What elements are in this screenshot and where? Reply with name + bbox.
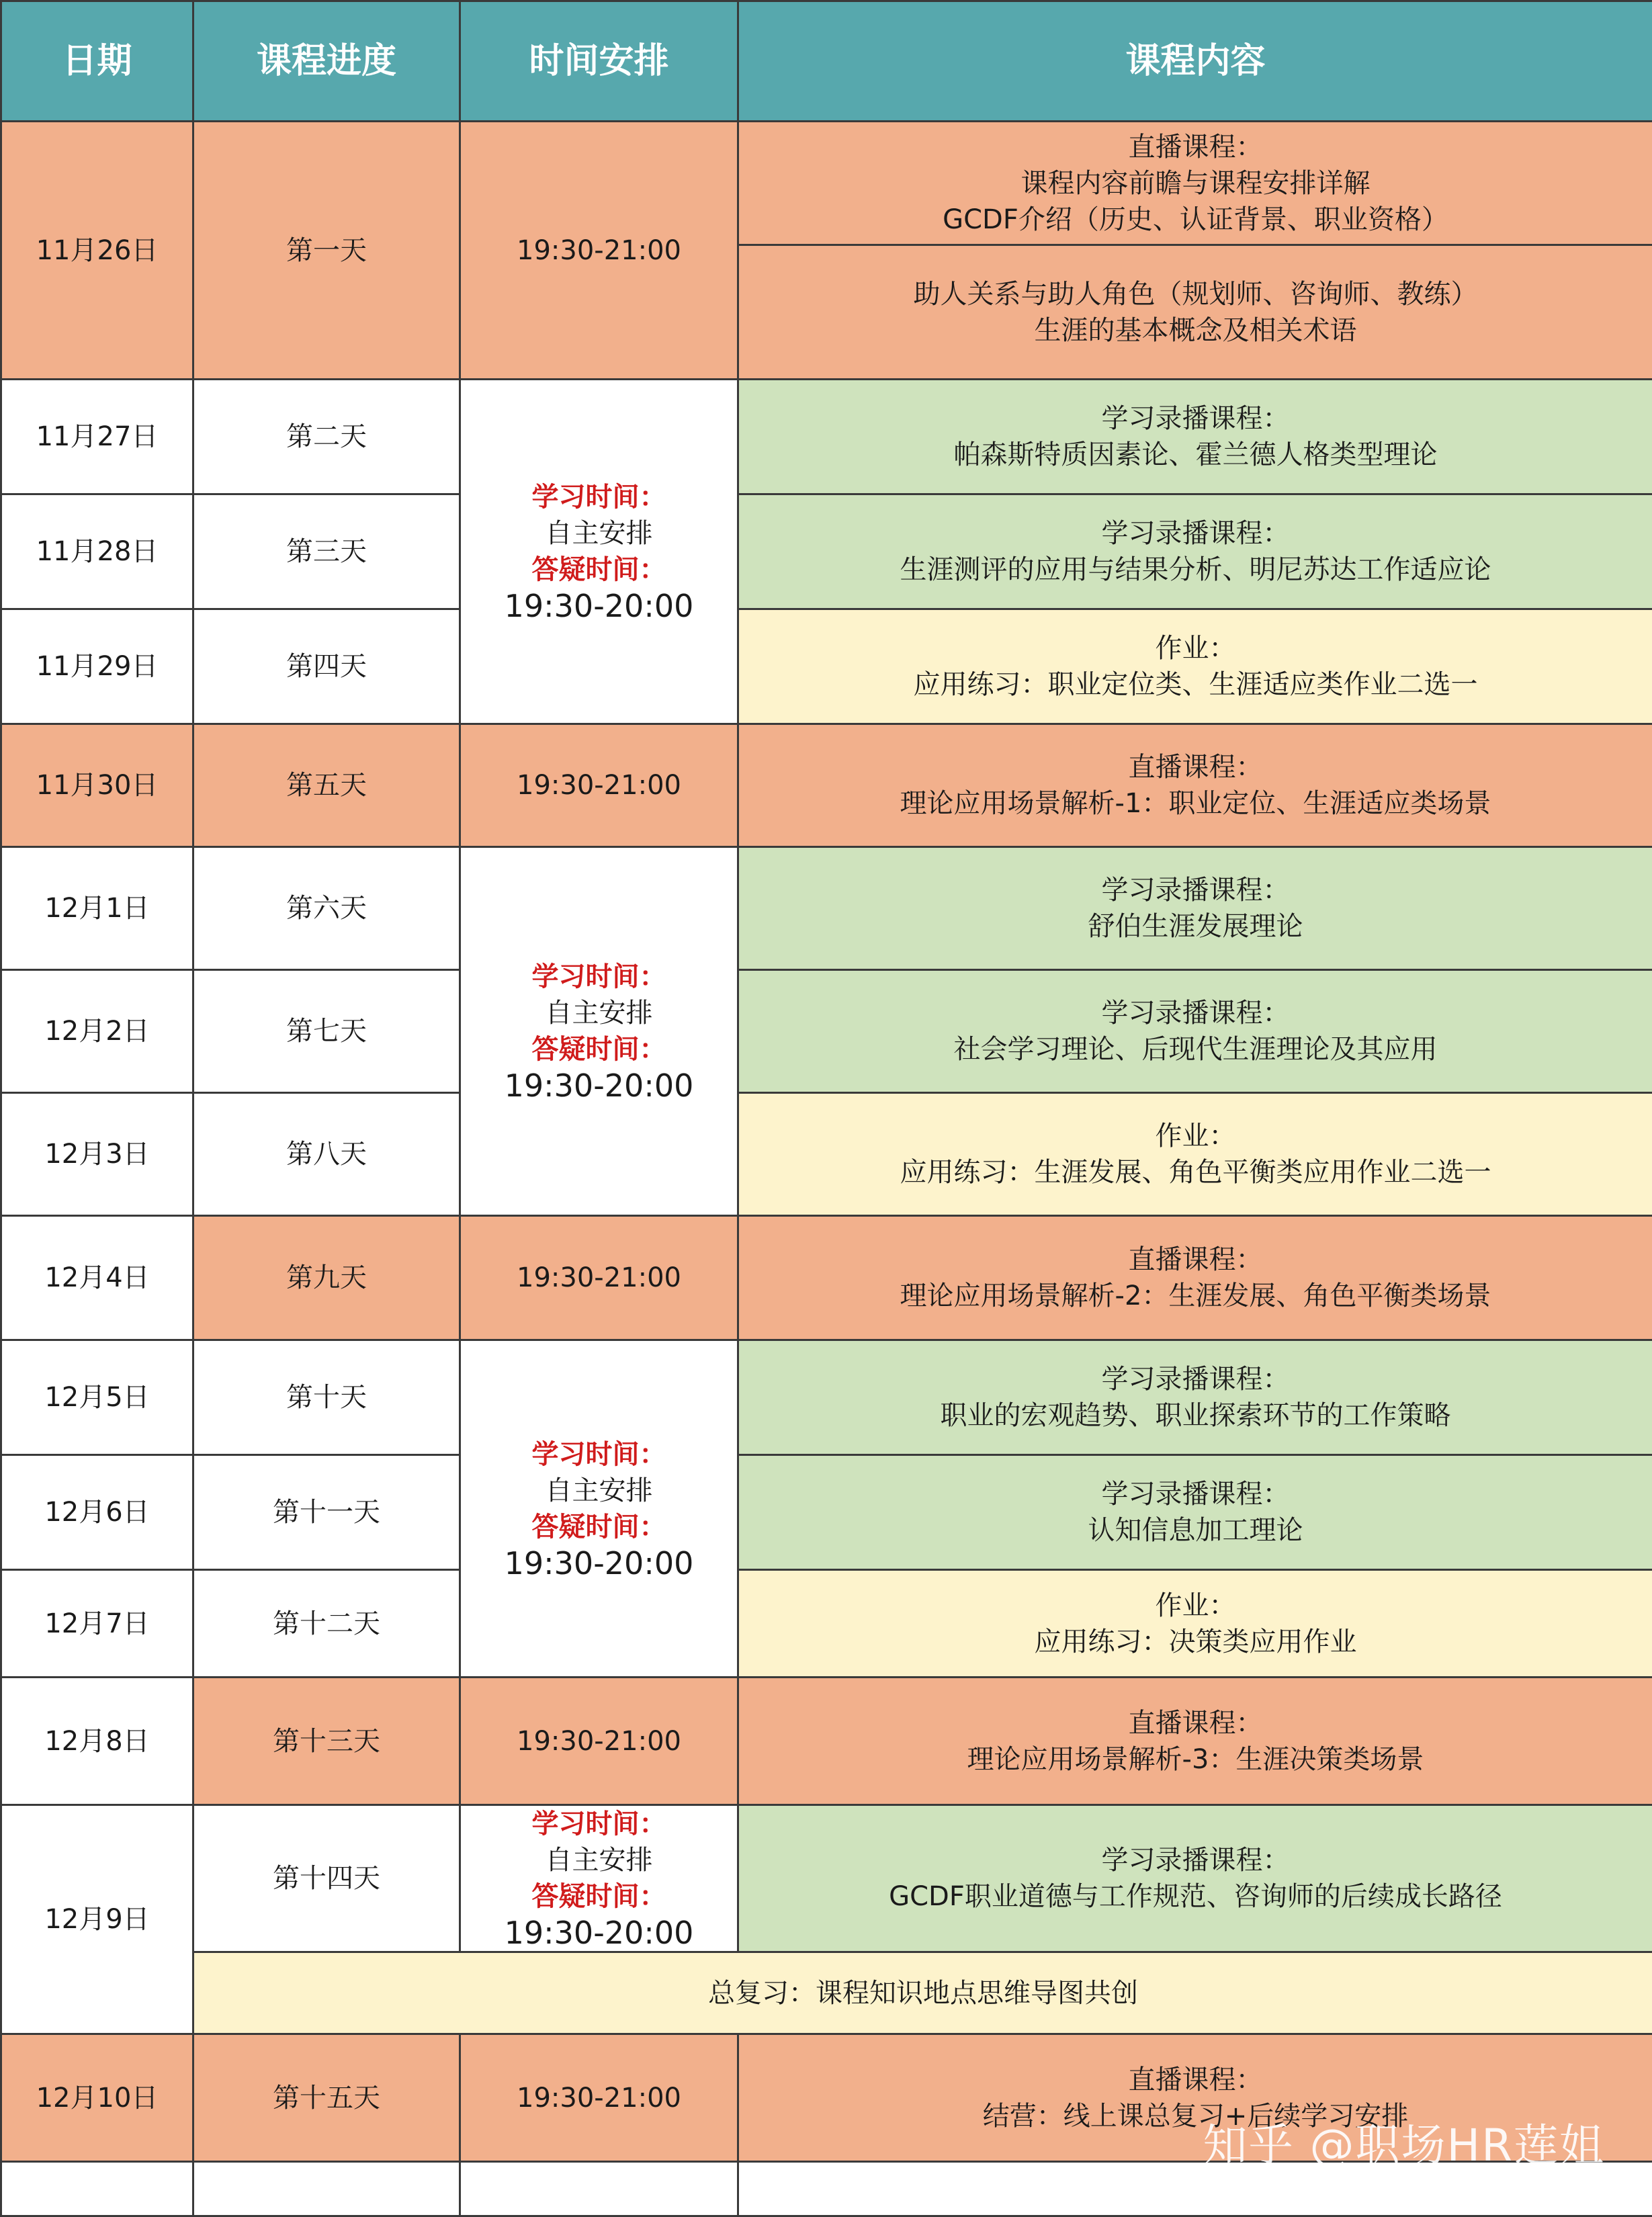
table-row: [1, 1570, 1652, 1678]
content-cell: [738, 970, 1652, 1093]
content-type: 学习录播课程：: [739, 400, 1652, 437]
content-type: 直播课程：: [739, 129, 1652, 165]
content-type: 作业：: [739, 1118, 1652, 1154]
date-cell: 11月30日: [1, 724, 193, 847]
day-cell: 第十一天: [193, 1455, 460, 1570]
content-cell: [738, 1805, 1652, 1952]
content-text: 舒伯生涯发展理论: [739, 908, 1652, 945]
content-text: 认知信息加工理论: [739, 1512, 1652, 1549]
content-text: 理论应用场景解析-1：职业定位、生涯适应类场景: [739, 785, 1652, 822]
time-cell: 19:30-21:00: [460, 122, 738, 380]
self-study-time-cell: [460, 380, 738, 724]
self-study-time-cell: [460, 1805, 738, 1952]
qa-time-value: 19:30-20:00: [461, 1545, 737, 1581]
content-text: 社会学习理论、后现代生涯理论及其应用: [739, 1031, 1652, 1068]
watermark: 知乎 @职场HR莲姐: [1203, 2110, 1605, 2173]
content-cell: [738, 380, 1652, 494]
empty-cell: [193, 2162, 460, 2216]
content-text: 理论应用场景解析-2：生涯发展、角色平衡类场景: [739, 1278, 1652, 1314]
day-cell: 第五天: [193, 724, 460, 847]
day-cell: 第六天: [193, 847, 460, 970]
table-row: [1, 724, 1652, 847]
study-time-value: 自主安排: [461, 1473, 737, 1509]
table-row: [1, 1805, 1652, 1952]
content-type: 作业：: [739, 630, 1652, 666]
content-type: 直播课程：: [739, 749, 1652, 785]
qa-time-value: 19:30-20:00: [461, 1915, 737, 1951]
content-text: 应用练习：生涯发展、角色平衡类应用作业二选一: [739, 1154, 1652, 1190]
day-cell: 第十二天: [193, 1570, 460, 1678]
day-cell: 第三天: [193, 494, 460, 609]
qa-time-label: 答疑时间：: [461, 1878, 737, 1915]
content-type: 学习录播课程：: [739, 1842, 1652, 1878]
date-cell: 12月4日: [1, 1216, 193, 1340]
empty-cell: [460, 2162, 738, 2216]
study-time-label: 学习时间：: [461, 479, 737, 515]
table-row: [1, 1455, 1652, 1570]
table-row: [1, 122, 1652, 245]
content-type: 学习录播课程：: [739, 1476, 1652, 1512]
day-cell: 第四天: [193, 609, 460, 724]
day-cell: 第一天: [193, 122, 460, 380]
qa-time-value: 19:30-20:00: [461, 588, 737, 624]
header-time: 时间安排: [460, 1, 738, 122]
qa-time-label: 答疑时间：: [461, 1031, 737, 1068]
header-progress: 课程进度: [193, 1, 460, 122]
content-cell: [738, 724, 1652, 847]
content-cell: [738, 1340, 1652, 1455]
content-type: 学习录播课程：: [739, 515, 1652, 552]
header-date: 日期: [1, 1, 193, 122]
content-cell: [738, 847, 1652, 970]
content-type: 学习录播课程：: [739, 872, 1652, 908]
content-text: 理论应用场景解析-3：生涯决策类场景: [739, 1741, 1652, 1778]
content-text: 结营：线上课总复习+后续学习安排: [739, 2098, 1652, 2134]
self-study-time-cell: [460, 1340, 738, 1678]
content-text: 课程内容前瞻与课程安排详解: [739, 165, 1652, 202]
date-cell: 12月1日: [1, 847, 193, 970]
day-cell: 第十天: [193, 1340, 460, 1455]
table-row: [1, 494, 1652, 609]
content-type: 学习录播课程：: [739, 1361, 1652, 1397]
date-cell: 11月26日: [1, 122, 193, 380]
self-study-time-cell: [460, 847, 738, 1216]
content-cell: [738, 1570, 1652, 1678]
date-cell: 12月5日: [1, 1340, 193, 1455]
table-row: [1, 1678, 1652, 1805]
empty-cell: [1, 2162, 193, 2216]
time-cell: 19:30-21:00: [460, 724, 738, 847]
table-row: [1, 847, 1652, 970]
date-cell: 12月2日: [1, 970, 193, 1093]
table-row: [1, 1216, 1652, 1340]
content-text: 应用练习：决策类应用作业: [739, 1624, 1652, 1660]
content-cell: [738, 122, 1652, 245]
review-cell: 总复习：课程知识地点思维导图共创: [193, 1952, 1652, 2034]
content-text: 职业的宏观趋势、职业探索环节的工作策略: [739, 1397, 1652, 1434]
table-row: [1, 1093, 1652, 1216]
date-cell: 12月7日: [1, 1570, 193, 1678]
header-content: 课程内容: [738, 1, 1652, 122]
content-cell: [738, 1455, 1652, 1570]
day-cell: 第九天: [193, 1216, 460, 1340]
date-cell: 12月8日: [1, 1678, 193, 1805]
content-cell: [738, 1093, 1652, 1216]
table-row: [1, 380, 1652, 494]
content-cell: [738, 1216, 1652, 1340]
date-cell: 12月3日: [1, 1093, 193, 1216]
date-cell: 11月29日: [1, 609, 193, 724]
time-cell: 19:30-21:00: [460, 1216, 738, 1340]
study-time-value: 自主安排: [461, 515, 737, 552]
header-row: [1, 1, 1652, 122]
table-row: [1, 1340, 1652, 1455]
content-type: 学习录播课程：: [739, 995, 1652, 1031]
content-text: GCDF介绍（历史、认证背景、职业资格）: [739, 202, 1652, 238]
study-time-value: 自主安排: [461, 995, 737, 1031]
table-row: [1, 609, 1652, 724]
study-time-value: 自主安排: [461, 1842, 737, 1878]
qa-time-value: 19:30-20:00: [461, 1068, 737, 1104]
content-text: 生涯的基本概念及相关术语: [739, 312, 1652, 349]
day-cell: 第二天: [193, 380, 460, 494]
study-time-label: 学习时间：: [461, 959, 737, 995]
qa-time-label: 答疑时间：: [461, 1509, 737, 1545]
time-cell: 19:30-21:00: [460, 1678, 738, 1805]
content-type: 直播课程：: [739, 1242, 1652, 1278]
content-type: 直播课程：: [739, 2062, 1652, 2098]
content-cell: [738, 609, 1652, 724]
date-cell: 11月28日: [1, 494, 193, 609]
day-cell: 第十三天: [193, 1678, 460, 1805]
table-row: [1, 970, 1652, 1093]
date-cell: 12月10日: [1, 2034, 193, 2162]
qa-time-label: 答疑时间：: [461, 552, 737, 588]
content-text: 生涯测评的应用与结果分析、明尼苏达工作适应论: [739, 552, 1652, 588]
time-cell: 19:30-21:00: [460, 2034, 738, 2162]
content-text: 助人关系与助人角色（规划师、咨询师、教练）: [739, 276, 1652, 312]
content-cell: [738, 1678, 1652, 1805]
day-cell: 第十五天: [193, 2034, 460, 2162]
content-text: 应用练习：职业定位类、生涯适应类作业二选一: [739, 666, 1652, 703]
content-type: 直播课程：: [739, 1705, 1652, 1741]
content-cell: [738, 494, 1652, 609]
day-cell: 第十四天: [193, 1805, 460, 1952]
date-cell: 11月27日: [1, 380, 193, 494]
date-cell: 12月9日: [1, 1805, 193, 2034]
content-type: 作业：: [739, 1588, 1652, 1624]
content-text: GCDF职业道德与工作规范、咨询师的后续成长路径: [739, 1878, 1652, 1915]
study-time-label: 学习时间：: [461, 1806, 737, 1842]
date-cell: 12月6日: [1, 1455, 193, 1570]
content-text: 帕森斯特质因素论、霍兰德人格类型理论: [739, 437, 1652, 473]
table-row: [1, 1952, 1652, 2034]
content-cell: [738, 245, 1652, 380]
day-cell: 第八天: [193, 1093, 460, 1216]
study-time-label: 学习时间：: [461, 1436, 737, 1473]
day-cell: 第七天: [193, 970, 460, 1093]
